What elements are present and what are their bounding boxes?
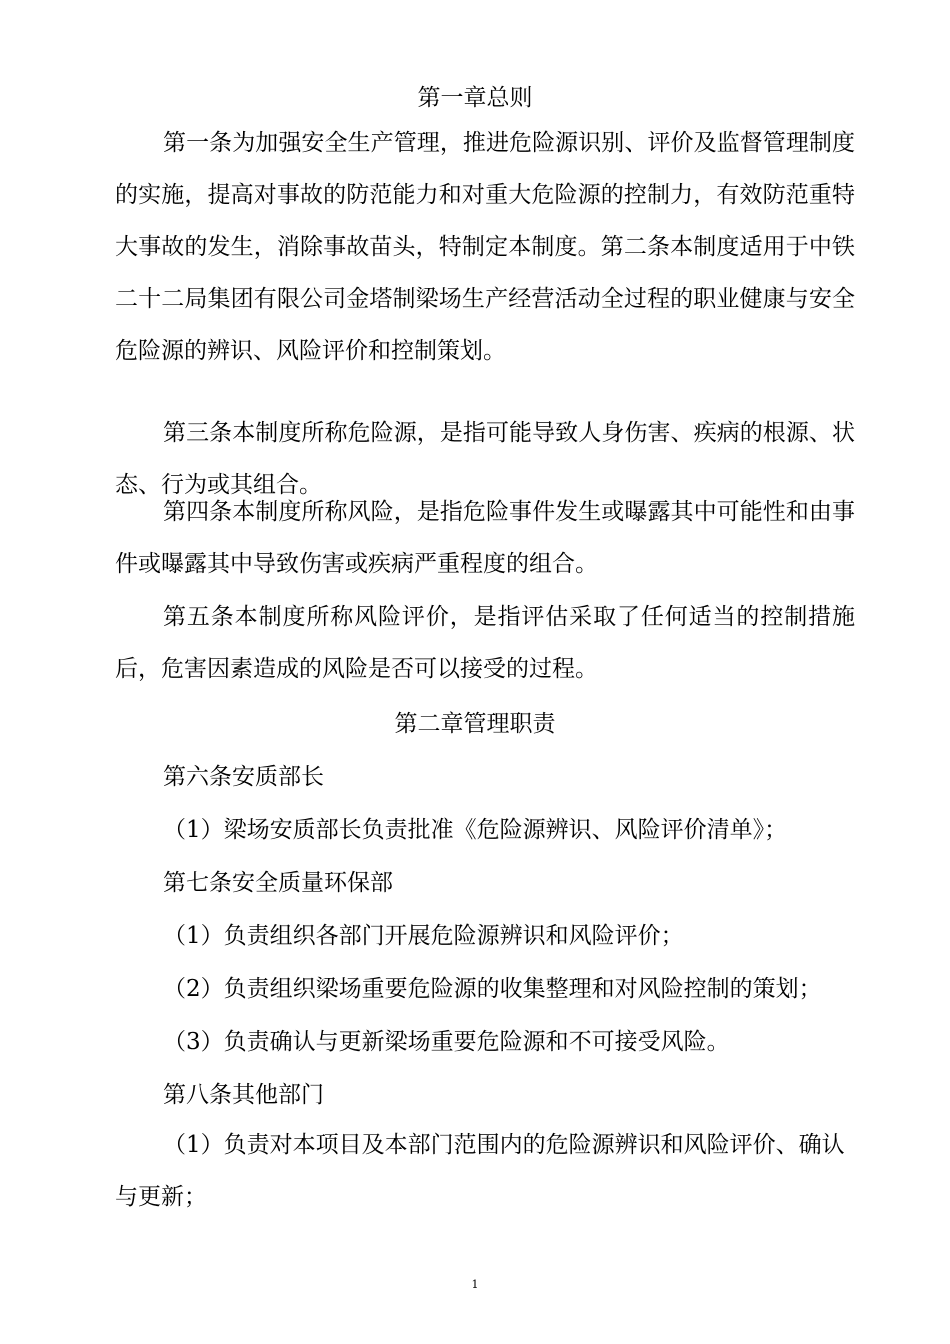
article1-paragraph: 第一条为加强安全生产管理，推进危险源识别、评价及监督管理制度的实施，提高对事故的防范能力和对重大危险源的控制力，有效防范重特大事故的发生，消除事故苗头，特制定本制度。第二条本制度适用于中铁二十二局集团有限公司金塔制梁场生产经营活动全过程的职业健康与安全危险源的辨识、风险评价和控制策划。 (115, 130, 855, 364)
article8-title: 第八条其他部门 (163, 1082, 324, 1108)
page-number: 1 (471, 1278, 479, 1291)
article3-paragraph: 第三条本制度所称危险源，是指可能导致人身伤害、疾病的根源、状态、行为或其组合。 (115, 420, 855, 498)
article6-title: 第六条安质部长 (163, 764, 324, 790)
article8-item-1: （1）负责对本项目及本部门范围内的危险源辨识和风险评价、确认与更新； (115, 1132, 845, 1210)
article4-paragraph: 第四条本制度所称风险，是指危险事件发生或曝露其中可能性和由事件或曝露其中导致伤害或疾病严重程度的组合。 (115, 499, 855, 577)
chapter1-title: 第一章总则 (417, 85, 533, 111)
article7-title: 第七条安全质量环保部 (163, 870, 393, 896)
article5-paragraph: 第五条本制度所称风险评价，是指评估采取了任何适当的控制措施后，危害因素造成的风险是否可以接受的过程。 (115, 604, 855, 682)
article7-item-3: （3）负责确认与更新梁场重要危险源和不可接受风险。 (163, 1029, 730, 1055)
article7-item-1: （1）负责组织各部门开展危险源辨识和风险评价； (163, 923, 684, 949)
chapter2-title: 第二章管理职责 (394, 711, 556, 737)
article7-item-2: （2）负责组织梁场重要危险源的收集整理和对风险控制的策划； (163, 976, 822, 1002)
article6-item-1: （1）梁场安质部长负责批准《危险源辨识、风险评价清单》； (163, 817, 788, 843)
